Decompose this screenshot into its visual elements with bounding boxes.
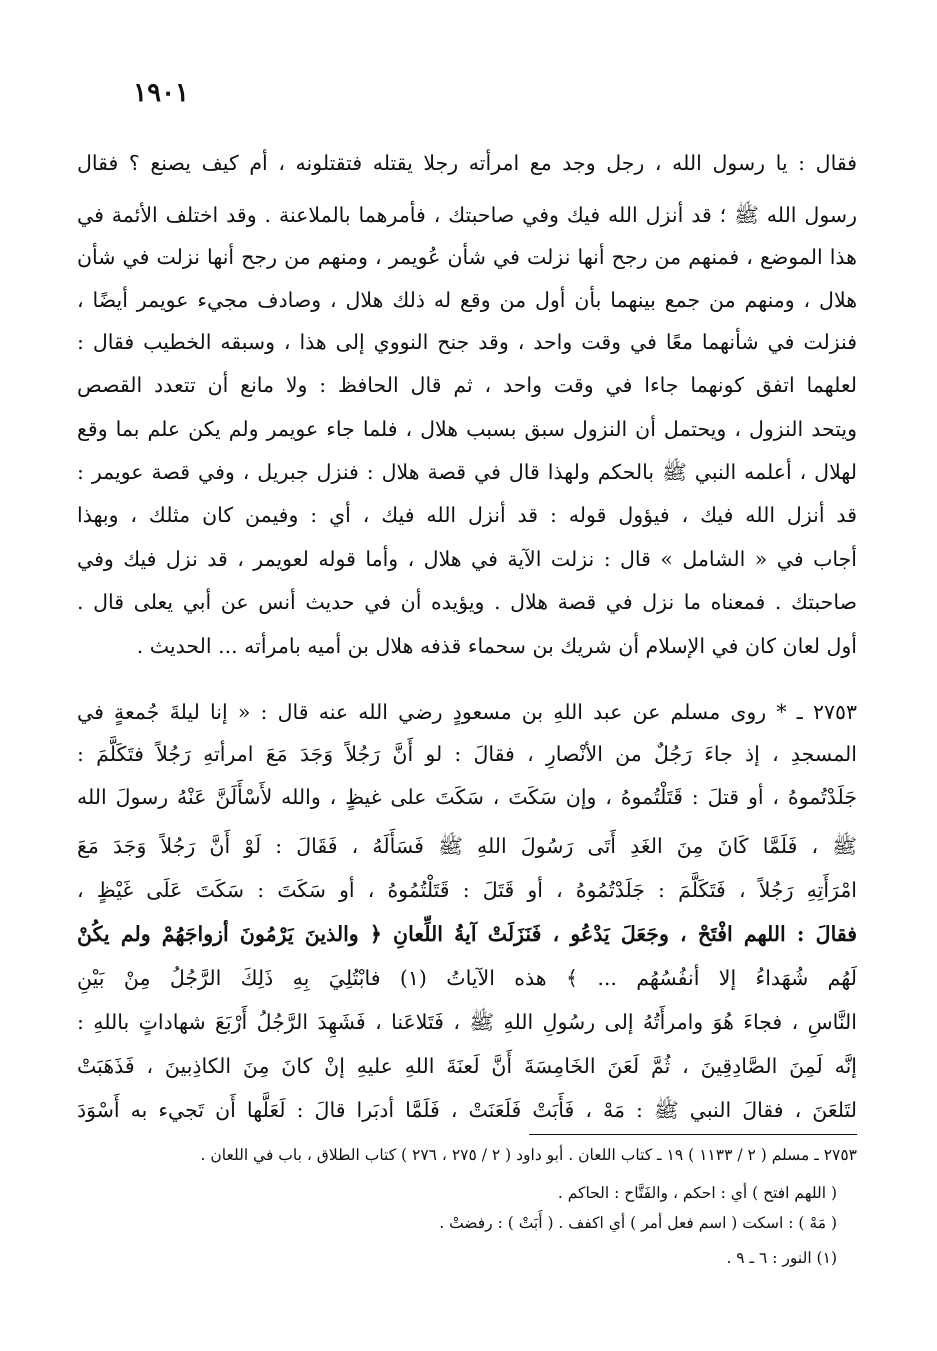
commentary-line: قد أنزل الله فيك ، فيؤول قوله : قد أنزل الله فيك ، أي : وفيمن كان مثلك ، وبهذا bbox=[77, 503, 857, 527]
hadith-line: ﷺ ، فَلَمَّا كَانَ مِنَ الغَدِ أَتَى رَسُولَ اللهِ ﷺ فَسَأَلَهُ ، فَقَالَ : لَوْ أَنَّ رَجُلاً وَجَدَ مَعَ bbox=[77, 834, 857, 858]
commentary-line: هذا الموضع ، فمنهم من رجح أنها نزلت في شأن عُويمر ، ومنهم من رجح أنها نزلت في شأن bbox=[77, 245, 857, 269]
commentary-line: لعلهما اتفق كونهما جاءا في وقت واحد ، ثم قال الحافظ : ولا مانع أن تتعدد القصص bbox=[77, 373, 857, 397]
commentary-line: هلال ، ومنهم من جمع بينهما بأن أول من وقع له ذلك هلال ، وصادف مجيء عويمر أيضًا ، bbox=[77, 288, 857, 312]
commentary-line: رسول الله ﷺ ؛ قد أنزل الله فيك وفي صاحبتك ، فأمرهما بالملاعنة . وقد اختلف الأئمة في bbox=[77, 203, 857, 227]
hadith-line: المسجدِ ، إذ جاءَ رَجُلٌ من الأنْصارِ ، فقالَ : لو أَنَّ رَجُلاً وَجَدَ مَعَ امرأتهِ رَجُلاً فتَكَلَّمَ : bbox=[77, 742, 857, 766]
commentary-line: لهلال ، أعلمه النبي ﷺ بالحكم ولهذا قال في قصة هلال : فنزل جبريل ، وفي قصة عويمر : bbox=[77, 460, 857, 484]
hadith-line: النَّاسِ ، فجاءَ هُوَ وامرأَتُهُ إلى رسُولِ اللهِ ﷺ ، فَتَلاعَنا ، فَشَهِدَ الرَّجُلُ أَرْبَعَ شهاداتٍ باللهِ : bbox=[77, 1010, 857, 1034]
page-number: ١٩٠١ bbox=[133, 78, 189, 108]
hadith-line: إنَّه لَمِنَ الصَّادِقِينَ ، ثُمَّ لَعَنَ الخَامِسَةَ أَنَّ لَعنَةَ اللهِ عليهِ إنْ كانَ مِنَ الكاذِبينَ ، فَذَهَبَتْ bbox=[77, 1054, 857, 1078]
hadith-line: ٢٧٥٣ ـ * روى مسلم عن عبد اللهِ بن مسعودٍ رضي الله عنه قال : « إنا ليلةَ جُمعةٍ في bbox=[77, 700, 857, 724]
footnote-source: ٢٧٥٣ ـ مسلم ( ٢ / ١١٣٣ ) ١٩ ـ كتاب اللعان . أبو داود ( ٢ / ٢٧٥ ، ٢٧٦ ) كتاب الطلاق ، باب في اللعان . bbox=[200, 1146, 857, 1164]
hadith-line: لَهُم شُهَداءُ إلا أنفُسُهُم ... ﴾ هذه الآياتُ (١) فابْتُلِيَ بِهِ ذَلِكَ الرَّجُلُ مِنْ بَيْنِ bbox=[77, 966, 857, 990]
hadith-line: لتَلعَنَ ، فقالَ النبي ﷺ : مَهْ ، فَأَبَتْ فَلَعَنَتْ ، فَلَمَّا أدبَرا قالَ : لَعَلَّها أَن تَجيء به أَسْوَدَ bbox=[77, 1098, 857, 1122]
commentary-line: ويتحد النزول ، ويحتمل أن النزول سبق بسبب هلال ، فلما جاء عويمر ولم يكن علم بما وقع bbox=[77, 417, 857, 441]
hadith-line: جَلَدْتُموهُ ، أو قتلَ : قَتَلْتُموهُ ، وإن سَكَتَ ، سَكَتَ على غيظٍ ، والله لأَسْأَلَنَّ عَنْهُ رسولَ الله bbox=[77, 785, 857, 809]
commentary-line: فقال : يا رسول الله ، رجل وجد مع امرأته رجلا يقتله فتقتلونه ، أم كيف يصنع ؟ فقال bbox=[77, 151, 857, 175]
commentary-line: فنزلت في شأنهما معًا في وقت واحد ، وقد جنح النووي إلى هذا ، وسبقه الخطيب فقال : bbox=[77, 330, 857, 354]
footnote-reference: (١) النور : ٦ ـ ٩ . bbox=[726, 1249, 837, 1267]
commentary-line: أول لعان كان في الإسلام أن شريك بن سحماء قذفه هلال بن أميه بامرأته ... الحديث . bbox=[136, 634, 857, 658]
hadith-line: فقالَ : اللهم افْتَحْ ، وجَعَلَ يَدْعُو ، فَنَزَلَتْ آيةُ اللِّعانِ ﴿ والذينَ يَرْمُونَ أزواجَهُمْ ولم يكُنْ bbox=[77, 922, 857, 946]
footnote-divider bbox=[529, 1134, 857, 1135]
footnote-gloss: ( مَهْ ) : اسكت ( اسم فعل أمر ) أي اكفف . ( أَبَتْ ) : رفضتْ . bbox=[439, 1214, 837, 1232]
commentary-line: أجاب في « الشامل » قال : نزلت الآية في هلال ، وأما قوله لعويمر ، قد نزل فيك وفي bbox=[77, 547, 857, 571]
hadith-line: امْرَأَتِهِ رَجُلاً ، فَتَكَلَّمَ : جَلَدْتُمُوهُ ، أو قَتَلَ : قَتَلْتُمُوهُ ، أو سَكَتَ : سَكَتَ عَلَى غَيْظٍ ، bbox=[77, 878, 857, 902]
commentary-line: صاحبتك . فمعناه ما نزل في قصة هلال . ويؤيده أن في حديث أنس عن أبي يعلى قال . bbox=[77, 590, 857, 614]
footnote-gloss: ( اللهم افتح ) أي : احكم ، والفَتَّاح : الحاكم . bbox=[557, 1184, 837, 1202]
